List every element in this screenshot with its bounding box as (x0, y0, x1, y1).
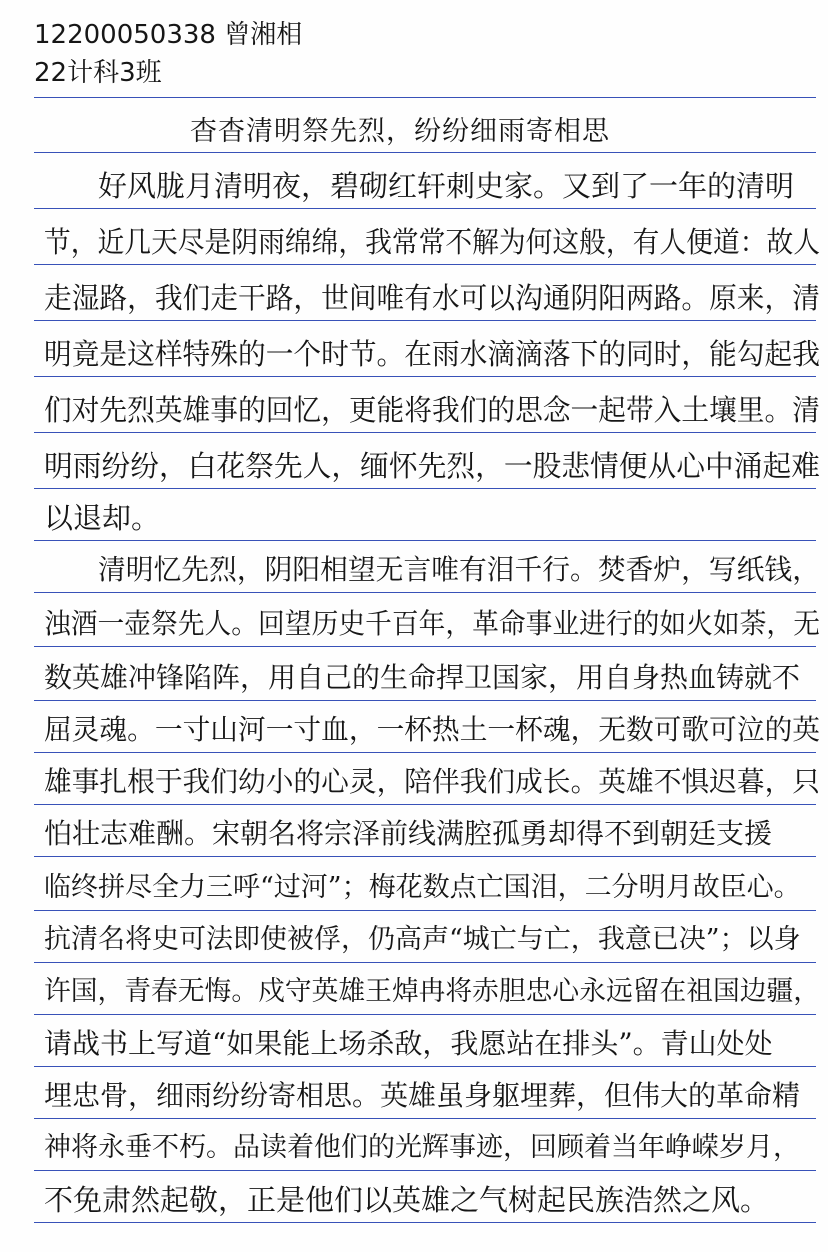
essay-line: 以退却。 (44, 501, 161, 535)
essay-line: 明竟是这样特殊的一个时节。在雨水滴滴落下的同时，能勾起我 (44, 337, 820, 371)
student-class: 22计科3班 (34, 58, 162, 88)
rule-line (34, 856, 816, 857)
essay-line: 们对先烈英雄事的回忆，更能将我们的思念一起带入土壤里。清 (44, 393, 820, 427)
essay-line: 走湿路，我们走干路，世间唯有水可以沟通阴阳两路。原来，清 (44, 281, 820, 315)
essay-line: 节，近几天尽是阴雨绵绵，我常常不解为何这般，有人便道：故人 (44, 225, 821, 259)
essay-line: 清明忆先烈，阴阳相望无言唯有泪千行。焚香炉，写纸钱， (98, 553, 820, 586)
rule-line (34, 592, 816, 593)
rule-line (34, 910, 816, 911)
rule-line (34, 540, 816, 541)
essay-line: 数英雄冲锋陷阵，用自己的生命捍卫国家，用自身热血铸就不 (44, 661, 801, 694)
rule-line (34, 1014, 816, 1015)
rule-line (34, 1118, 816, 1119)
rule-line (34, 752, 816, 753)
essay-line: 埋忠骨，细雨纷纷寄相思。英雄虽身躯埋葬，但伟大的革命精 (44, 1079, 801, 1112)
rule-line (34, 1066, 816, 1067)
rule-line (34, 700, 816, 701)
rule-line (34, 264, 816, 265)
essay-title: 杳杳清明祭先烈，纷纷细雨寄相思 (190, 116, 610, 147)
essay-line: 明雨纷纷，白花祭先人，缅怀先烈，一股悲情便从心中涌起难 (44, 449, 820, 483)
rule-line (34, 1222, 816, 1223)
essay-line: 浊酒一壶祭先人。回望历史千百年，革命事业进行的如火如荼，无 (44, 607, 820, 640)
essay-line: 神将永垂不朽。品读着他们的光辉事迹，回顾着当年峥嵘岁月， (44, 1132, 800, 1163)
essay-line: 请战书上写道“如果能上场杀敌，我愿站在排头”。青山处处 (44, 1027, 773, 1060)
rule-line (34, 152, 816, 153)
rule-line (34, 646, 816, 647)
essay-line: 不免肃然起敬，正是他们以英雄之气树起民族浩然之风。 (44, 1183, 770, 1217)
rule-line (34, 804, 816, 805)
essay-line: 许国，青春无悔。戍守英雄王焯冉将赤胆忠心永远留在祖国边疆， (44, 976, 821, 1007)
rule-line (34, 488, 816, 489)
essay-line: 雄事扎根于我们幼小的心灵，陪伴我们成长。英雄不惧迟暮，只 (44, 765, 821, 798)
rule-line (34, 320, 816, 321)
rule-line (34, 1170, 816, 1171)
student-header (34, 16, 303, 92)
essay-line: 怕壮志难酬。宋朝名将宗泽前线满腔孤勇却得不到朝廷支援 (44, 817, 773, 850)
essay-line: 抗清名将史可法即使被俘，仍高声“城亡与亡，我意已决”；以身 (44, 924, 801, 955)
essay-line: 好风胧月清明夜，碧砌红轩刺史家。又到了一年的清明 (98, 169, 795, 203)
rule-line (34, 376, 816, 377)
essay-line: 临终拼尽全力三呼“过河”；梅花数点亡国泪，二分明月故臣心。 (44, 872, 801, 903)
rule-line (34, 432, 816, 433)
rule-line (34, 97, 816, 98)
rule-line (34, 208, 816, 209)
rule-line (34, 962, 816, 963)
essay-line: 屈灵魂。一寸山河一寸血，一杯热土一杯魂，无数可歌可泣的英 (44, 713, 821, 746)
student-id-name: 12200050338 曾湘相 (34, 20, 303, 50)
